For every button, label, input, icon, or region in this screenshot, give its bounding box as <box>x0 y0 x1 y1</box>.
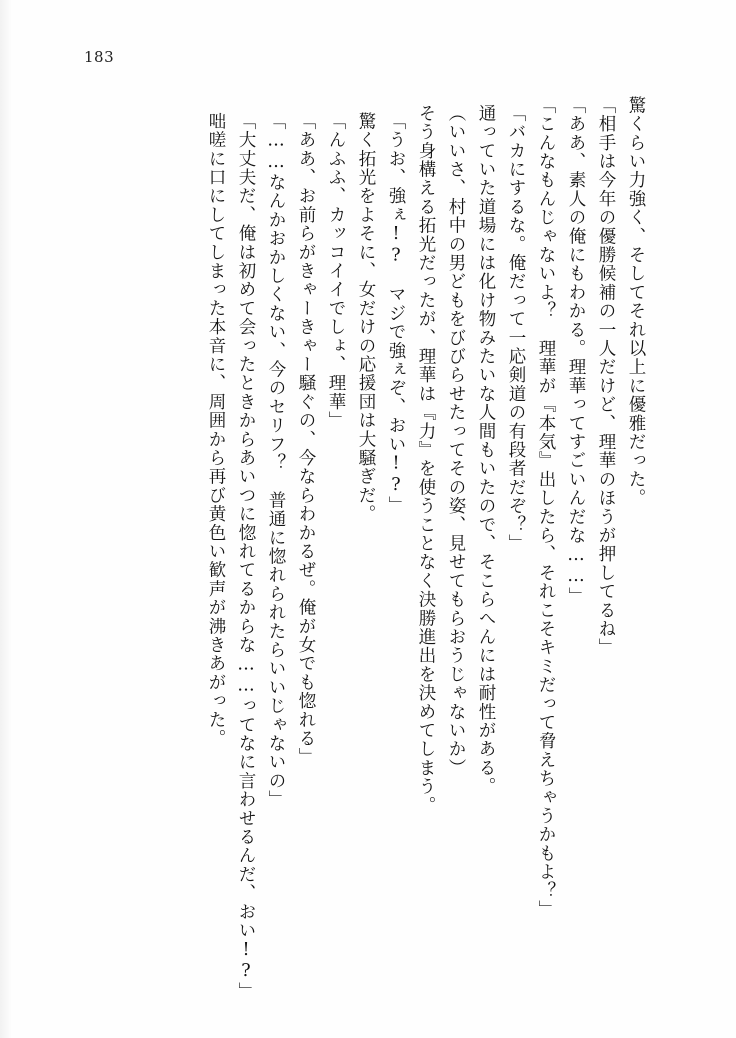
text-column: 「ああ、素人の俺にもわかる。理華ってすごいんだな……」 <box>566 96 586 606</box>
text-column: 「うお、強ぇ!? マジで強ぇぞ、おい!?」 <box>386 112 406 515</box>
text-column: 咄嗟に口にしてしまった本音に、周囲から再び黄色い歓声が沸きあがった。 <box>206 112 226 748</box>
text-column: そう身構える拓光だったが、理華は『力』を使うことなく決勝進出を決めてしまう。 <box>416 104 436 815</box>
text-column: 「んふふ、カッコイイでしょ、理華」 <box>326 112 346 430</box>
text-column: 「相手は今年の優勝候補の一人だけど、理華のほうが押してるね」 <box>596 96 616 657</box>
text-column: 驚く拓光をよそに、女だけの応援団は大騒ぎだ。 <box>356 112 376 524</box>
text-column: 「大丈夫だ、俺は初めて会ったときからあいつに惚れてるからな……ってなに言わせるんだ、おい!?」 <box>236 112 256 1001</box>
text-column: 驚くらい力強く、そしてそれ以上に優雅だった。 <box>626 96 646 508</box>
vertical-text-block <box>92 96 646 1001</box>
text-column: 「ああ、お前らがきゃーきゃー騒ぐの、今ならわかるぜ。俺が女でも惚れる」 <box>296 112 316 767</box>
text-column: （いいさ、村中の男どもをびびらせたってその姿、見せてもらおうじゃないか） <box>446 104 466 778</box>
text-column: 通っていた道場には化け物みたいな人間もいたので、そこらへんには耐性がある。 <box>476 104 496 796</box>
text-column: 「こんなもんじゃないよ？ 理華が『本気』出したら、それこそキミだって脅えちゃうかもよ？」 <box>536 96 556 919</box>
page-edge-shadow <box>0 0 12 1038</box>
page-number: 183 <box>84 48 115 66</box>
text-column: 「バカにするな。俺だって一応剣道の有段者だぞ？」 <box>506 104 526 553</box>
text-column: 「……なんかおかしくない、今のセリフ？ 普通に惚れられたらいいじゃないの」 <box>266 112 286 809</box>
